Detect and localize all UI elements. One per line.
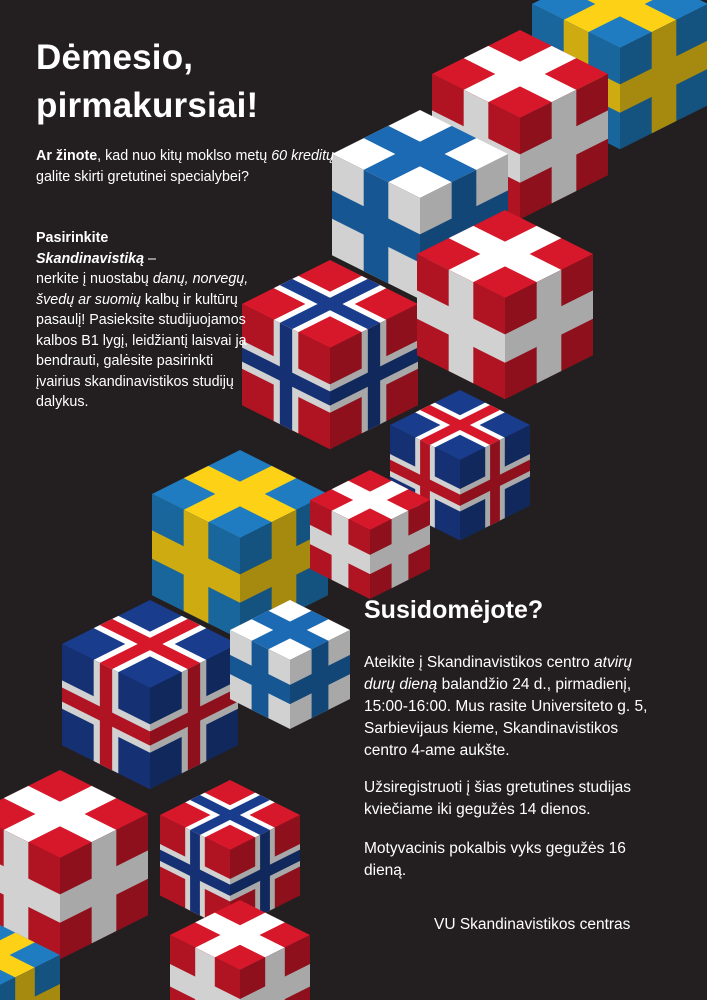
intro-italic-credits: 60 kreditų — [271, 148, 335, 164]
choose-italic-languages: danų, norvegų, švedų ar suomių — [36, 271, 249, 308]
signature: VU Skandinavistikos centras — [434, 916, 631, 933]
question-heading: Susidomėjote? — [364, 596, 544, 624]
choose-bold-1: Pasirinkite — [36, 230, 109, 246]
choose-text-2: kalbų ir kultūrų pasaulį! Pasieksite studijuojamos kalbos B1 lygį, leidžiantį laisvai ja bendrauti, galėsite pasirinkti įvairius skandinavistikos studijų dalykus. — [36, 291, 247, 410]
visit-text-2: balandžio 24 d., pirmadienį, 15:00-16:00. Mus rasite Universiteto g. 5, Sarbievijaus kieme, Skandinavistikos centro 4-ame aukšte. — [364, 676, 648, 759]
intro-paragraph — [36, 146, 336, 187]
visit-text-1: Ateikite į Skandinavistikos centro — [364, 654, 595, 671]
visit-paragraph — [364, 652, 664, 762]
page-title: Dėmesio, pirmakursiai! — [36, 38, 259, 125]
visit-italic: atvirų durų dieną — [364, 654, 632, 693]
intro-text-1: , kad nuo kitų moklso metų — [97, 148, 268, 164]
interview-paragraph: Motyvacinis pokalbis vyks gegužės 16 dieną. — [364, 840, 626, 879]
choose-paragraph — [36, 228, 256, 413]
intro-text-2: galite skirti gretutinei specialybei? — [36, 168, 249, 185]
register-paragraph: Užsiregistruoti į šias gretutines studijas kviečiame iki gegužės 14 dienos. — [364, 779, 632, 818]
choose-dash: – — [144, 250, 157, 267]
intro-bold-lead: Ar žinote — [36, 148, 98, 164]
choose-bold-italic: Skandinavistiką — [36, 250, 145, 267]
choose-text-1: nerkite į nuostabų — [36, 271, 153, 287]
